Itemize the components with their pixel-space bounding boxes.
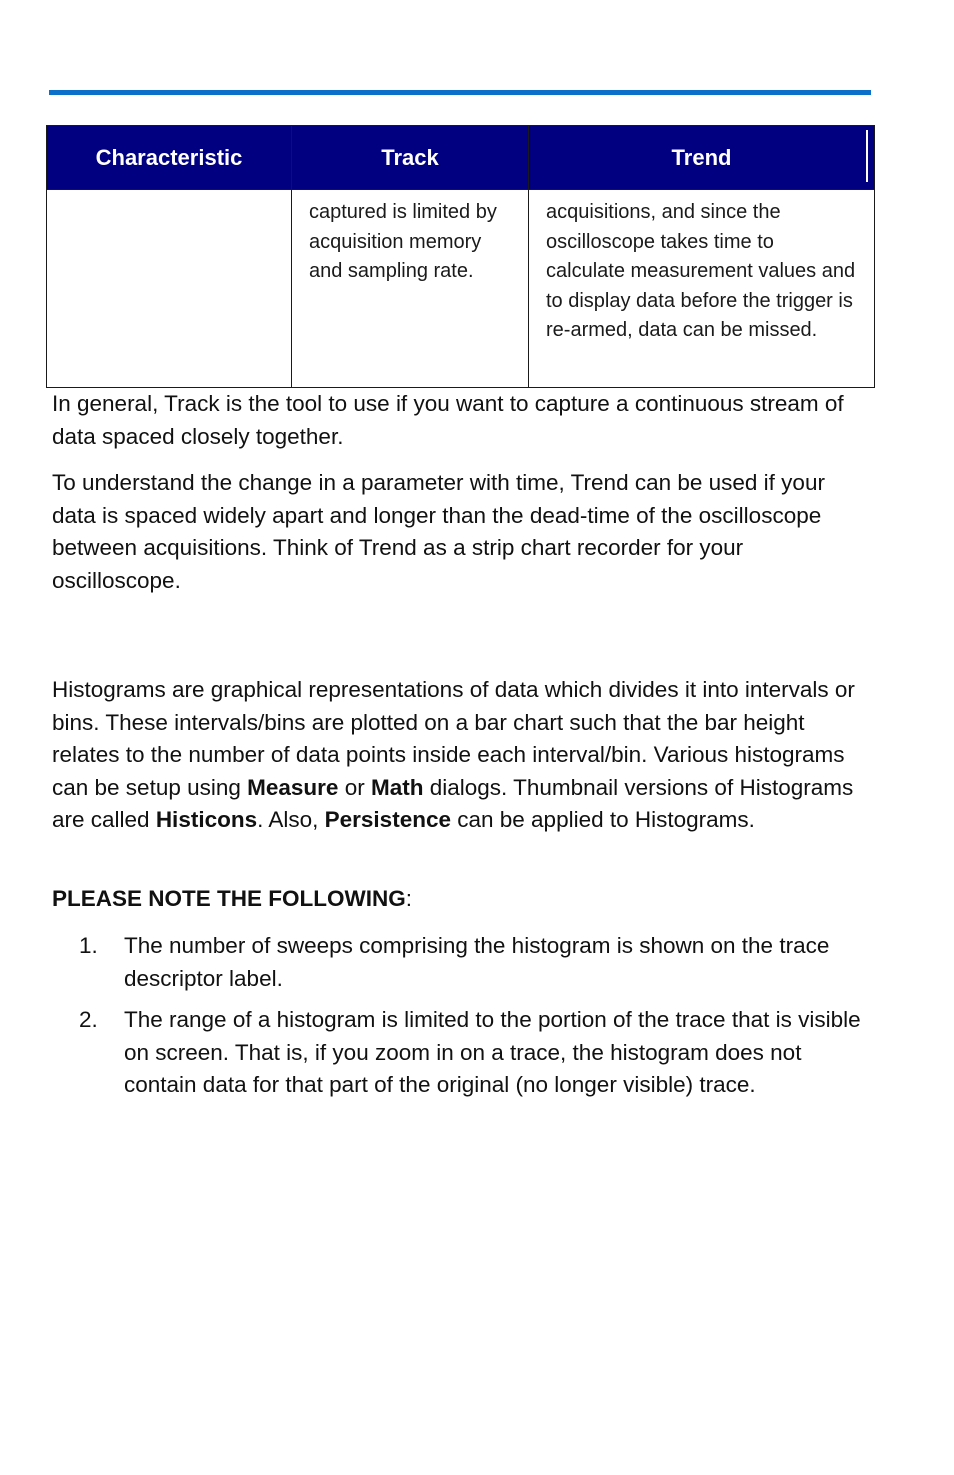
histogram-text-4: . Also, — [257, 807, 325, 832]
histicons-term: Histicons — [155, 807, 258, 832]
list-item-number: 1. — [79, 933, 98, 958]
list-item-text: The range of a histogram is limited to the portion of the trace that is visible on screen. That is, if you zoom in on a trace, the histogram does not contain data for that part of the original (no longer visible) trace. — [124, 1007, 861, 1097]
list-item-number: 2. — [79, 1007, 98, 1032]
header-track: Track — [292, 126, 529, 190]
histogram-text-5: can be applied to Histograms. — [450, 807, 755, 832]
histogram-text-3: dialogs. Thumbnail versions of Histograms are called — [52, 774, 854, 832]
header-divider — [866, 130, 868, 182]
cell-characteristic — [47, 190, 292, 388]
paragraph-histograms — [52, 674, 872, 837]
math-term: Math — [370, 774, 424, 800]
note-colon: : — [405, 886, 413, 911]
header-characteristic: Characteristic — [47, 126, 292, 190]
histogram-text-1: Histograms are graphical representations of data which divides it into intervals or bins. These intervals/bins are plotted on a bar chart such that the bar height relates to the number of data points inside each interval/bin. Various histograms can be setup using — [52, 677, 855, 800]
note-heading — [52, 883, 412, 916]
table-header-row — [47, 126, 875, 190]
header-rule — [49, 90, 871, 95]
measure-term: Measure — [247, 774, 339, 800]
histogram-text-2: or — [338, 774, 371, 800]
header-trend: Trend — [529, 126, 875, 190]
note-label: PLEASE NOTE THE FOLLOWING — [52, 886, 406, 911]
list-item-text: The number of sweeps comprising the histogram is shown on the trace descriptor label. — [124, 933, 830, 991]
persistence-term: Persistence — [324, 807, 451, 832]
cell-trend: acquisitions, and since the oscilloscope takes time to calculate measurement values and to display data before the trigger is re-armed, data can be missed. — [529, 190, 875, 388]
cell-track: captured is limited by acquisition memory and sampling rate. — [292, 190, 529, 388]
table-row — [47, 190, 875, 388]
paragraph-trend-usage: To understand the change in a parameter with time, Trend can be used if your data is spaced widely apart and longer than the dead-time of the oscilloscope between acquisitions. Think of Trend as a strip chart recorder for your oscilloscope. — [52, 470, 825, 593]
paragraph-track-usage: In general, Track is the tool to use if you want to capture a continuous stream of data spaced closely together. — [52, 391, 844, 449]
comparison-table — [46, 125, 875, 388]
